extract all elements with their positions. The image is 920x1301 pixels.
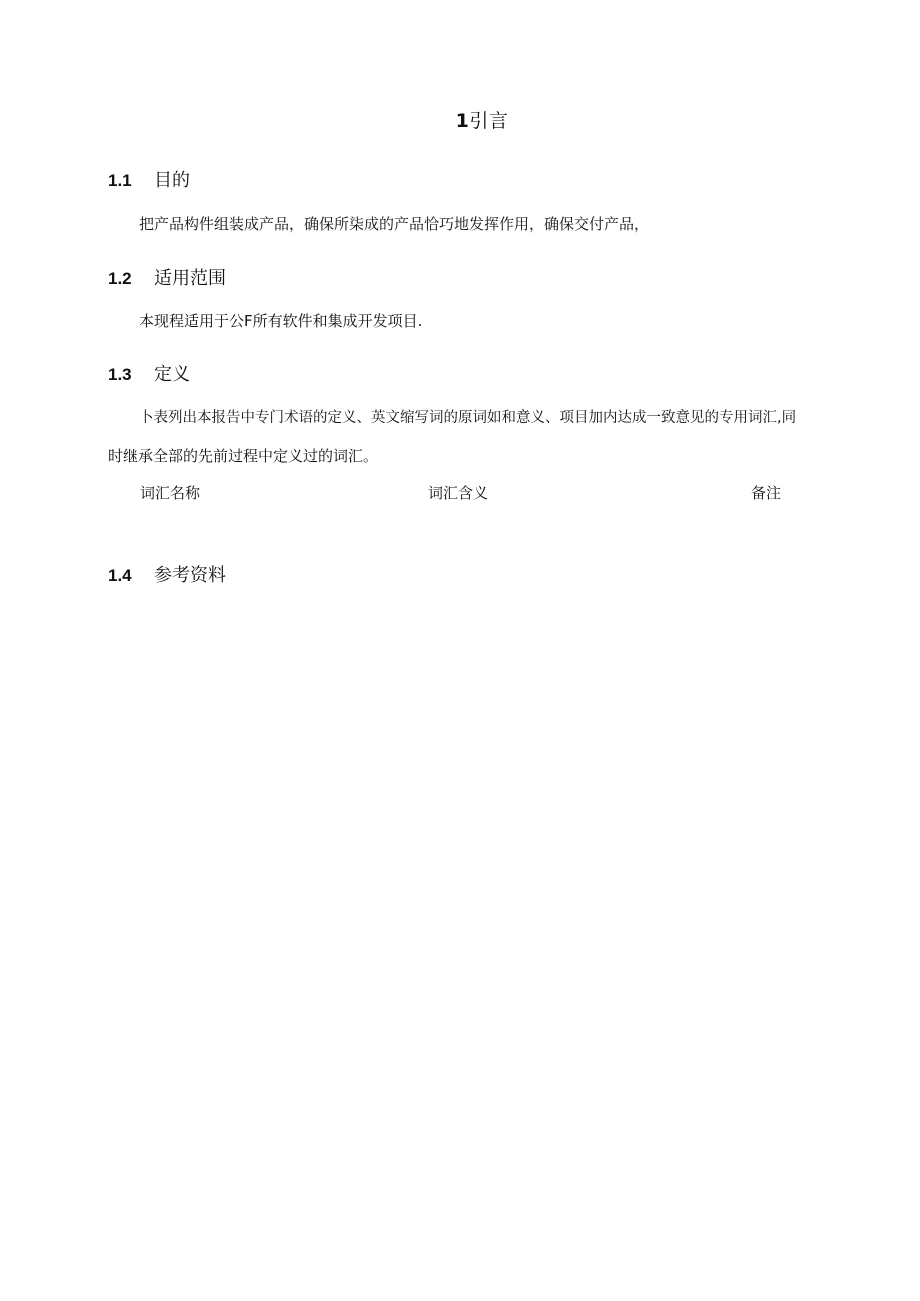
section-body-purpose: 把产品构件组装成产品，确保所柒成的产品恰巧地发挥作用，确保交付产品， bbox=[139, 215, 650, 233]
section-number: 1.3 bbox=[108, 365, 132, 384]
section-number: 1.4 bbox=[108, 566, 132, 585]
glossary-column-remarks: 备注 bbox=[751, 484, 782, 502]
section-heading-references bbox=[108, 561, 226, 587]
glossary-column-meaning: 词汇含义 bbox=[428, 484, 489, 502]
section-heading-scope bbox=[108, 264, 226, 290]
section-heading-definitions bbox=[108, 360, 190, 386]
glossary-column-term: 词汇名称 bbox=[140, 484, 201, 502]
section-body-scope: 本现程适用于公F所有软件和集成开发项目. bbox=[139, 312, 423, 330]
section-title: 定义 bbox=[154, 364, 190, 385]
section-title: 参考资料 bbox=[154, 565, 226, 586]
section-heading-purpose bbox=[108, 166, 190, 192]
title-text: 引言 bbox=[469, 110, 509, 132]
section-title: 适用范围 bbox=[154, 268, 226, 289]
title-number: 1 bbox=[455, 110, 470, 132]
section-number: 1.1 bbox=[108, 171, 132, 190]
section-body-definitions-line2: 时继承全部的先前过程中定义过的词汇。 bbox=[108, 447, 379, 465]
document-title bbox=[0, 106, 920, 133]
section-body-definitions-line1: 卜表列出本报告中专门术语的定义、英文缩写词的原词如和意义、项目加内达成一致意见的专用词汇,同 bbox=[139, 410, 797, 426]
section-title: 目的 bbox=[154, 170, 190, 191]
glossary-table-header bbox=[0, 482, 920, 508]
section-number: 1.2 bbox=[108, 269, 132, 288]
